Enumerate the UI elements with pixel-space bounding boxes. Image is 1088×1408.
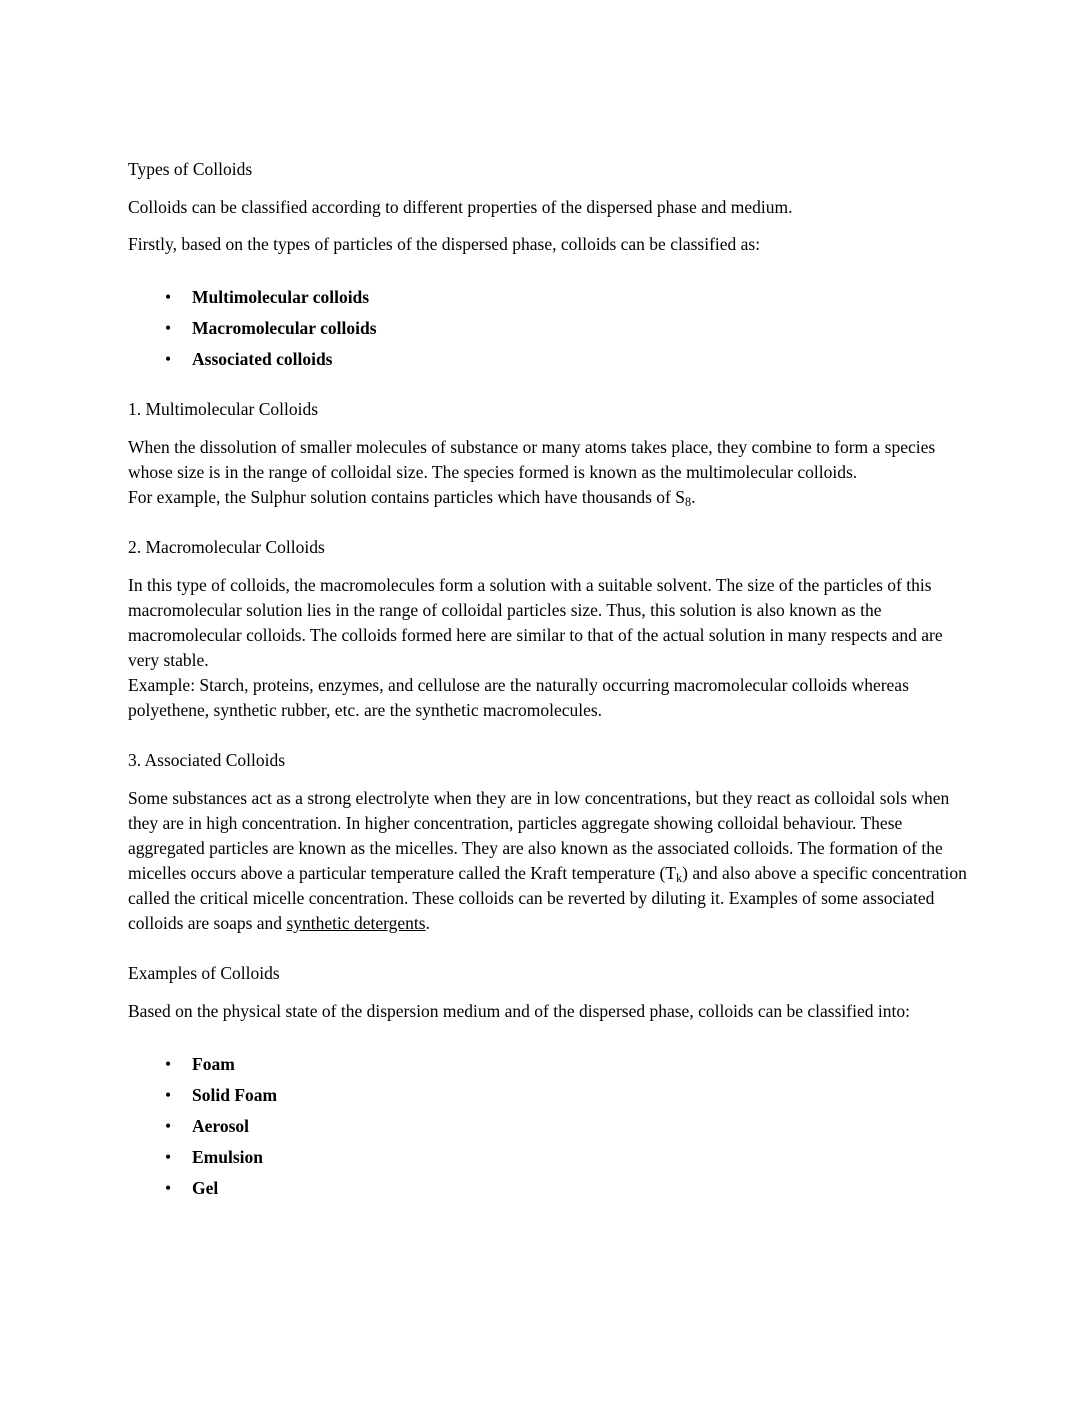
body-text: When the dissolution of smaller molecules of substance or many atoms takes place, they combine to form a species whose size is in the range of colloidal size. The species formed is known as the multimolecular colloids. <box>128 437 936 482</box>
list-item-label: Gel <box>192 1178 219 1198</box>
bullet-icon: • <box>165 1054 172 1074</box>
list-item <box>128 1145 968 1170</box>
subscript-k: k <box>676 871 683 886</box>
example-text: Example: Starch, proteins, enzymes, and cellulose are the naturally occurring macromolecular colloids whereas polyethene, synthetic rubber, etc. are the synthetic macromolecules. <box>128 675 909 720</box>
examples-list <box>128 1052 968 1201</box>
body-period: . <box>425 913 430 933</box>
examples-heading: Examples of Colloids <box>128 963 280 983</box>
list-item-label: Macromolecular colloids <box>192 318 377 338</box>
intro-paragraph-2: Firstly, based on the types of particles of the dispersed phase, colloids can be classified as: <box>128 234 761 254</box>
section-heading-multimolecular: 1. Multimolecular Colloids <box>128 399 319 419</box>
bullet-icon: • <box>165 1116 172 1136</box>
bullet-icon: • <box>165 1147 172 1167</box>
section-body-associated <box>128 786 968 936</box>
list-item <box>128 347 968 372</box>
list-item <box>128 316 968 341</box>
body-text: Some substances act as a strong electrolyte when they are in low concentrations, but they react as colloidal sols when they are in high concentration. In higher concentration, particles aggregate showing colloidal behaviour. These aggregated particles are known as the micelles. They are also known as the associated colloids. The formation of the micelles occurs above a particular temperature called the Kraft temperature (T <box>128 788 950 883</box>
bullet-icon: • <box>165 287 172 307</box>
classification-list <box>128 285 968 372</box>
list-item-label: Emulsion <box>192 1147 263 1167</box>
list-item-label: Solid Foam <box>192 1085 278 1105</box>
list-item <box>128 1083 968 1108</box>
list-item <box>128 1052 968 1077</box>
body-text: In this type of colloids, the macromolecules form a solution with a suitable solvent. The size of the particles of this macromolecular solution lies in the range of colloidal particles size. Thus, this solution is also known as the macromolecular colloids. The colloids formed here are similar to that of the actual solution in many respects and are very stable. <box>128 575 943 670</box>
list-item <box>128 285 968 310</box>
section-body-macromolecular <box>128 573 968 723</box>
subscript-8: 8 <box>685 495 692 510</box>
examples-intro-paragraph: Based on the physical state of the dispersion medium and of the dispersed phase, colloids can be classified into: <box>128 1001 910 1021</box>
synthetic-detergents-link[interactable]: synthetic detergents <box>286 913 426 933</box>
section-heading-macromolecular: 2. Macromolecular Colloids <box>128 537 325 557</box>
list-item <box>128 1114 968 1139</box>
list-item-label: Multimolecular colloids <box>192 287 370 307</box>
example-period: . <box>691 487 696 507</box>
example-text: For example, the Sulphur solution contains particles which have thousands of S <box>128 487 685 507</box>
intro-paragraph-1: Colloids can be classified according to different properties of the dispersed phase and medium. <box>128 197 793 217</box>
bullet-icon: • <box>165 318 172 338</box>
page-title: Types of Colloids <box>128 159 253 179</box>
section-heading-associated: 3. Associated Colloids <box>128 750 286 770</box>
bullet-icon: • <box>165 1178 172 1198</box>
bullet-icon: • <box>165 349 172 369</box>
body-text: ) and also above a specific concentration called the critical micelle concentration. These colloids can be reverted by diluting it. Examples of some associated colloids are soaps and <box>128 863 967 933</box>
section-body-multimolecular <box>128 435 968 510</box>
bullet-icon: • <box>165 1085 172 1105</box>
list-item <box>128 1176 968 1201</box>
list-item-label: Associated colloids <box>192 349 333 369</box>
list-item-label: Aerosol <box>192 1116 250 1136</box>
list-item-label: Foam <box>192 1054 235 1074</box>
